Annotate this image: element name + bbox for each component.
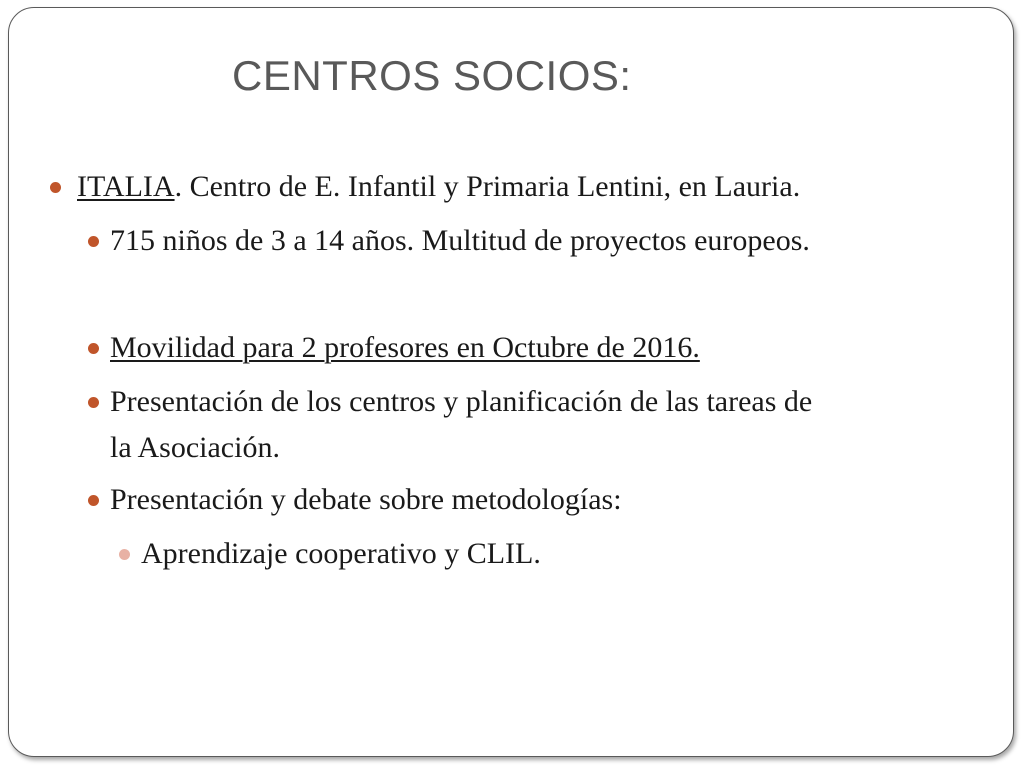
bullet-dot <box>88 236 99 247</box>
bullet-presentation-line1: Presentación de los centros y planificación de las tareas de <box>110 385 813 418</box>
country-link-italia: ITALIA <box>77 170 175 203</box>
bullet-students: 715 niños de 3 a 14 años. Multitud de proyectos europeos. <box>110 224 810 257</box>
sub-bullet-dot <box>119 549 130 560</box>
bullet-dot <box>50 182 61 193</box>
bullet-mobility: Movilidad para 2 profesores en Octubre de 2016. <box>110 331 700 364</box>
bullet-italia <box>77 164 800 210</box>
slide-title: CENTROS SOCIOS: <box>232 52 632 99</box>
bullet-dot <box>88 397 99 408</box>
sub-bullet-clil: Aprendizaje cooperativo y CLIL. <box>141 537 541 570</box>
bullet-dot <box>88 343 99 354</box>
bullet-dot <box>88 495 99 506</box>
bullet-italia-text: . Centro de E. Infantil y Primaria Lentini, en Lauria. <box>174 170 801 203</box>
bullet-presentation-line2: la Asociación. <box>110 431 280 464</box>
bullet-methodologies: Presentación y debate sobre metodologías: <box>110 483 622 516</box>
